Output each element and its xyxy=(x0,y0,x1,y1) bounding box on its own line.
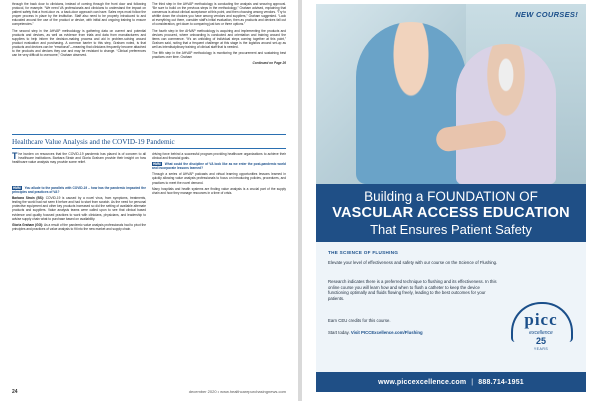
paragraph: The third step in the AHVAP methodology is conducting the analysis and securing approval. “Be sure to build on the previous steps in the methodology,” Graham advised, explaining that consensus is about clinical acceptance at this point, and then choosing among vendors. “Try to whittle down the choices you have among vendors and suppliers,” Graham suggested. “Look at everything out there, consider staff’s initial evaluation, then as products and devices fall out of consideration, get down to comparing just two or three options.” xyxy=(152,2,286,27)
picc-excellence-logo xyxy=(510,302,572,360)
drop-cap: T xyxy=(12,151,18,161)
advertisement xyxy=(316,4,586,392)
question xyxy=(152,162,286,170)
answer-speaker: Barbara Strain (BS): xyxy=(12,196,45,201)
question-text: You allude to the parallels with COVID-19 – how has the pandemic impacted the principles and practices of VA? xyxy=(12,186,146,195)
answer-speaker: Gloria Graham (GG): xyxy=(12,222,44,227)
answer-text: As a result of the pandemic value analysis professionals had to pivot the principles and practices of value analysis to fit into the new market and supply chain. xyxy=(12,222,146,231)
article-column-1 xyxy=(12,2,146,59)
new-courses-badge: NEW COURSES! xyxy=(515,10,578,19)
ad-headline xyxy=(316,184,586,242)
answer-text: COVID-19 is caused by a novel virus, from symptoms, treatments, testing the world had not seen it before and had to start from scratch. As the need for personal protective equipment and other key products increased so did the setting of available alternate products and suppliers. Value analysis teams were called upon to see that clinical based evidence and quality focused practices to work with clinicians, physicians, and leadership to advise supply chain what to purchase based on availability. xyxy=(12,196,147,221)
paragraph: through the back door to clinicians, instead of coming through the front door and following protocol, for example. “We need VA professionals and clinicians to understand the impact on patient safety that a front-door vs. a back-door approach can have. Sales reps must follow the proper process in place by the institution. Staff also need to be properly introduced to and educated around the use of the product or device, with initial and ongoing training to ensure competencies.” xyxy=(12,2,146,27)
ad-body xyxy=(316,242,586,372)
paragraph: Through a series of AHVAP podcasts and virtual learning opportunities lessons learned in quickly allowing value analysis professionals to focus on introducing policies, procedures, and practices to meet the novel demand. xyxy=(152,172,286,185)
lead-text: he burden on resources that the COVID-19 pandemic has placed is of concern to all healthcare institutions. Barbara Strain and Gloria Graham provide their insight on how healthcare value analysis may provide some relief. xyxy=(12,152,146,165)
lead-paragraph xyxy=(12,152,146,165)
question-label: HMM xyxy=(13,186,21,190)
article-column-3 xyxy=(12,186,146,233)
question xyxy=(12,186,146,194)
phone-number[interactable]: 888.714-1951 xyxy=(478,378,524,386)
paragraph: Many hospitals and health systems are finding value analysis is a crucial part of the supply chain and how they manage resources in a time of crisis. xyxy=(152,186,286,195)
headline-line-2: VASCULAR ACCESS EDUCATION xyxy=(332,205,570,221)
paragraph: The fifth step in the AHVAP methodology is monitoring the procurement and sustaining best practices over time. Graham xyxy=(152,51,286,60)
patient-figure xyxy=(456,44,556,184)
article-column-4 xyxy=(152,152,286,197)
nurse-figure xyxy=(356,22,466,184)
ad-paragraph: Elevate your level of effectiveness and safety with our course on the Science of Flushing. xyxy=(328,260,498,265)
answer xyxy=(12,223,146,231)
page-number: 24 xyxy=(12,389,18,395)
website-link[interactable]: www.piccexcellence.com xyxy=(378,378,467,386)
ad-paragraph: Research indicates there is a preferred technique to flushing and its effectiveness. In this online course you will learn how and when to flush a catheter to keep the device functioning optimally and fluids flowing freely, leading to the best outcomes for your patients. xyxy=(328,279,497,301)
page-footer xyxy=(12,389,286,395)
paragraph: The second step in the AHVAP methodology is gathering data on current and potential products and devices, as well as evidence from trials and data from manufacturers and suppliers to help inform the decision-making process and aid in problem-solving around product evaluation and purchasing. A common barrier to this step, Graham noted, is that products and devices can be “emotional”—meaning that clinicians frequently become attached to the products and devices they use and may be resistant to change. “Clinical preferences can be very difficult to overcome,” Graham observed. xyxy=(12,28,146,58)
paragraph: driving force behind a successful program providing healthcare organizations to achieve their clinical and financial goals. xyxy=(152,152,286,161)
section-divider xyxy=(12,134,286,135)
question-label: HMM xyxy=(153,162,161,167)
paragraph: The fourth step in the AHVAP methodology is acquiring and implementing the products and devices procured, where onboarding is conducted and orientation and training around the items can commence. “It’s an unfolding of individual steps coming together at this point,” Graham said, noting that a frequent challenge at this stage is the logistics around set-up as well as interdisciplinary training of clinical staff that is needed. xyxy=(152,28,286,49)
ad-footer xyxy=(316,372,586,392)
logo-name: picc xyxy=(524,310,558,329)
section-title: Healthcare Value Analysis and the COVID-19 Pandemic xyxy=(12,138,175,146)
advertisement-page xyxy=(302,0,600,401)
question-text: What could the discipline of VA look like as we enter the post-pandemic world and incorporate lessons learned? xyxy=(152,162,286,171)
logo-subtitle: excellence xyxy=(529,330,553,336)
nurse-patient-photo xyxy=(316,4,586,184)
headline-line-1: Building a FOUNDATION OF xyxy=(364,189,538,204)
cta-prefix: Start today. xyxy=(328,330,350,335)
logo-years-label: YEARS xyxy=(533,347,549,351)
footer-separator: | xyxy=(471,378,474,386)
logo-years-number: 25 xyxy=(535,336,546,346)
section-divider xyxy=(12,148,286,149)
course-link[interactable]: Visit PICCExcellence.com/Flushing xyxy=(350,330,423,335)
article-page xyxy=(0,0,298,401)
headline-line-3: That Ensures Patient Safety xyxy=(370,222,532,237)
ad-paragraph: Earn CEU credits for this course. xyxy=(328,318,391,323)
continued-note: Continued on Page 26 xyxy=(252,61,286,66)
answer xyxy=(12,196,146,221)
footer-text: december 2020 • www.healthcarepurchasingnews.com xyxy=(188,389,286,394)
article-column-2 xyxy=(152,2,286,67)
call-to-action xyxy=(328,330,498,336)
course-title: THE SCIENCE OF FLUSHING xyxy=(328,250,399,255)
